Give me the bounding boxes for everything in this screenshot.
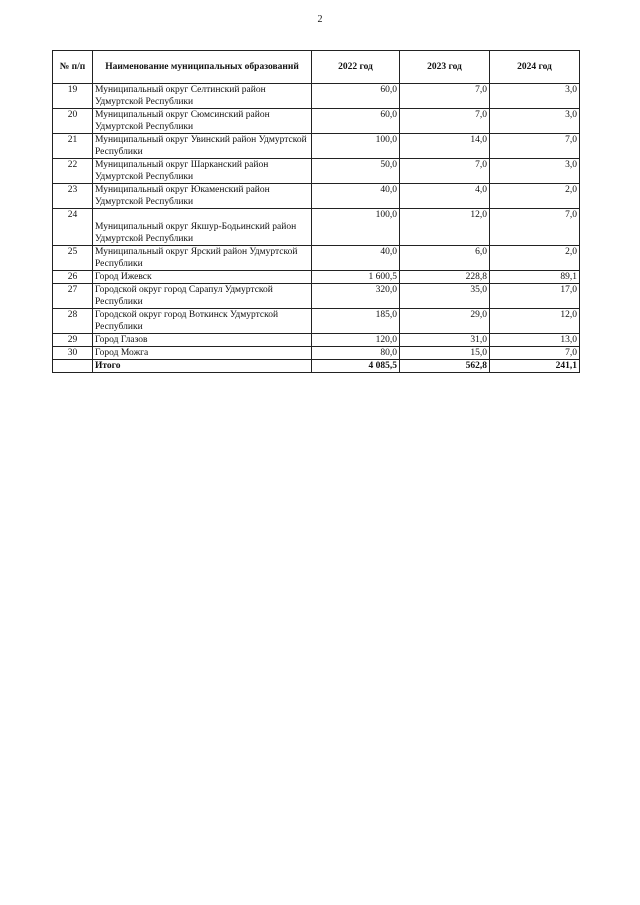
value-2024: 3,0 [490,84,580,109]
header-2023: 2023 год [400,51,490,84]
municipality-name: Муниципальный округ Сюмсинский район Удмуртской Республики [93,109,312,134]
value-2024: 2,0 [490,184,580,209]
value-2024: 13,0 [490,334,580,347]
value-2024: 7,0 [490,134,580,159]
total-row [53,360,580,373]
municipality-name: Муниципальный округ Якшур-Бодьинский район Удмуртской Республики [93,209,312,246]
header-2022: 2022 год [312,51,400,84]
value-2023: 228,8 [400,271,490,284]
table-row [53,334,580,347]
table-row [53,84,580,109]
value-2023: 7,0 [400,84,490,109]
row-number: 28 [53,309,93,334]
value-2024: 2,0 [490,246,580,271]
table-row [53,246,580,271]
municipality-name: Город Глазов [93,334,312,347]
municipality-name: Муниципальный округ Юкаменский район Удмуртской Республики [93,184,312,209]
municipality-name: Муниципальный округ Селтинский район Удмуртской Республики [93,84,312,109]
value-2023: 31,0 [400,334,490,347]
value-2024: 7,0 [490,347,580,360]
municipality-name: Городской округ город Сарапул Удмуртской Республики [93,284,312,309]
table-row [53,309,580,334]
row-number: 30 [53,347,93,360]
row-number: 23 [53,184,93,209]
total-2023: 562,8 [400,360,490,373]
value-2022: 80,0 [312,347,400,360]
table-row [53,159,580,184]
value-2023: 14,0 [400,134,490,159]
row-number: 29 [53,334,93,347]
page-number: 2 [317,14,323,25]
total-2024: 241,1 [490,360,580,373]
row-number: 21 [53,134,93,159]
value-2024: 17,0 [490,284,580,309]
row-number: 20 [53,109,93,134]
value-2023: 15,0 [400,347,490,360]
header-name: Наименование муниципальных образований [93,51,312,84]
value-2022: 100,0 [312,134,400,159]
row-number: 22 [53,159,93,184]
value-2023: 12,0 [400,209,490,246]
total-number [53,360,93,373]
value-2022: 60,0 [312,109,400,134]
row-number: 24 [53,209,93,246]
header-2024: 2024 год [490,51,580,84]
table-row [53,271,580,284]
table-row [53,347,580,360]
value-2023: 29,0 [400,309,490,334]
table-header [53,51,580,84]
table-row [53,184,580,209]
header-num: № п/п [53,51,93,84]
row-number: 25 [53,246,93,271]
row-number: 27 [53,284,93,309]
value-2024: 12,0 [490,309,580,334]
row-number: 19 [53,84,93,109]
municipality-name: Муниципальный округ Шарканский район Удмуртской Республики [93,159,312,184]
value-2022: 120,0 [312,334,400,347]
value-2023: 6,0 [400,246,490,271]
municipality-name: Муниципальный округ Увинский район Удмуртской Республики [93,134,312,159]
value-2024: 3,0 [490,109,580,134]
municipality-name: Город Ижевск [93,271,312,284]
table-row [53,134,580,159]
value-2022: 100,0 [312,209,400,246]
value-2022: 50,0 [312,159,400,184]
value-2024: 3,0 [490,159,580,184]
value-2023: 35,0 [400,284,490,309]
total-label: Итого [93,360,312,373]
row-number: 26 [53,271,93,284]
value-2022: 40,0 [312,246,400,271]
value-2024: 89,1 [490,271,580,284]
table-row [53,209,580,246]
table-row [53,109,580,134]
value-2023: 4,0 [400,184,490,209]
value-2022: 40,0 [312,184,400,209]
municipality-name: Муниципальный округ Ярский район Удмуртской Республики [93,246,312,271]
value-2024: 7,0 [490,209,580,246]
value-2022: 320,0 [312,284,400,309]
value-2022: 185,0 [312,309,400,334]
municipality-name: Город Можга [93,347,312,360]
value-2022: 60,0 [312,84,400,109]
value-2023: 7,0 [400,109,490,134]
value-2023: 7,0 [400,159,490,184]
budget-table [52,50,580,373]
value-2022: 1 600,5 [312,271,400,284]
table-row [53,284,580,309]
municipality-name: Городской округ город Воткинск Удмуртской Республики [93,309,312,334]
total-2022: 4 085,5 [312,360,400,373]
